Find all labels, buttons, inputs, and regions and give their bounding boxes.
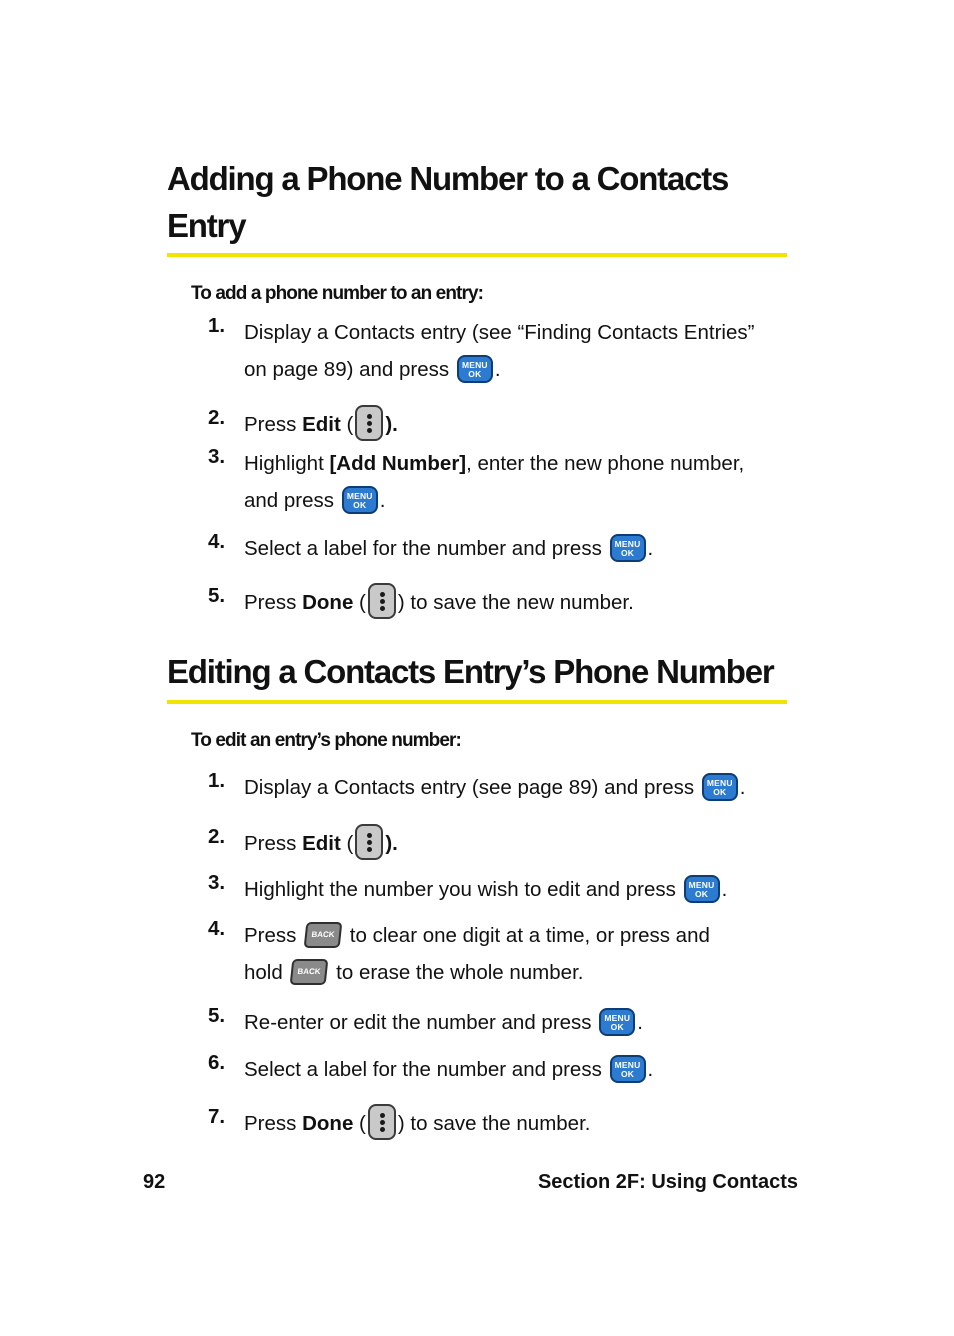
- back-key-icon: BACK: [290, 959, 329, 985]
- procedure-intro: To edit an entry’s phone number:: [191, 730, 461, 751]
- menu-ok-key-icon: MENU OK: [684, 875, 720, 903]
- page-number: 92: [143, 1171, 166, 1193]
- right-softkey-icon: [355, 405, 383, 441]
- menu-ok-key-icon: MENU OK: [702, 773, 738, 801]
- section-title: Section 2F: Using Contacts: [537, 1171, 798, 1193]
- menu-ok-key-icon: MENU OK: [610, 1055, 646, 1083]
- menu-ok-key-icon: MENU OK: [599, 1008, 635, 1036]
- step-text: Display a Contacts entry (see “Finding Contacts Entries”: [244, 321, 755, 344]
- procedure-intro: To add a phone number to an entry:: [191, 283, 484, 304]
- menu-ok-key-icon: MENU OK: [610, 534, 646, 562]
- step-text: on page 89) and press: [244, 358, 455, 381]
- menu-ok-key-icon: MENU OK: [342, 486, 378, 514]
- right-softkey-icon: [368, 583, 396, 619]
- right-softkey-icon: [368, 1104, 396, 1140]
- section-heading-editing-phone-number: Editing a Contacts Entry’s Phone Number: [167, 653, 774, 690]
- heading-underline: [167, 700, 787, 704]
- menu-ok-key-icon: MENU OK: [457, 355, 493, 383]
- back-key-icon: BACK: [304, 922, 343, 948]
- manual-page: Adding a Phone Number to a Contacts Entry To add a phone number to an entry: 1. Display a Contacts entry (see “Finding Contacts Entries” on page 89) and press MENU OK . 2. Press Edit ( ). 3. Highlight [Add Number], enter the new phone number, and press MENU OK . 4. Select a label for the number and press MENU OK . 5. Press Done ( ) to save the new number. Editing a Contacts Entry’s Phone Number To edit an entry’s phone number: 1. Display a Contacts entry (see page 89) and press MENU OK . 2. Press Edit ( ). 3. Highlight the number you wish to edit and press MENU OK . 4. Press BACK to clear one digit at a time, or press and hold BACK to erase the whole number. 5. Re-enter or edit the number and press MENU OK . 6. Select a label for the number and press MENU OK . 7. Press Done ( ) to save the number. 92 Section 2F: Using Contacts: [0, 0, 954, 1336]
- section-heading-adding-phone-number: Adding a Phone Number to a Contacts Entry: [167, 160, 729, 244]
- heading-underline: [167, 253, 787, 257]
- right-softkey-icon: [355, 824, 383, 860]
